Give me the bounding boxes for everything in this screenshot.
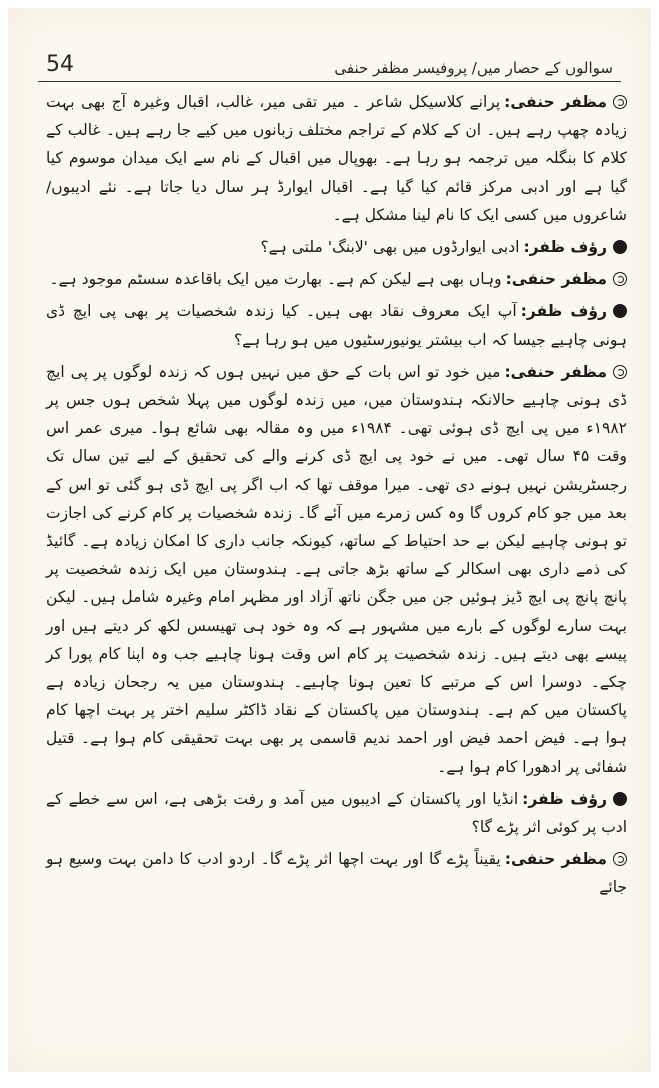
question-marker-icon [613,304,627,318]
header-divider [38,81,621,82]
answer-paragraph [46,845,627,901]
answer-marker-icon [613,365,627,379]
running-title: سوالوں کے حصار میں/ پروفیسر مظفر حنفی [334,59,613,77]
speaker-name: رؤف ظفر: [522,789,607,808]
question-marker-icon [613,240,627,254]
speaker-name: مظفر حنفی: [504,850,607,869]
paragraph-text: وہاں بھی ہے لیکن کم ہے۔ بھارت میں ایک باقاعدہ سسٹم موجود ہے۔ [49,270,502,289]
question-paragraph [46,233,627,261]
page-number: 54 [46,52,74,77]
book-page [8,8,651,1072]
speaker-name: مظفر حنفی: [504,362,607,381]
paragraph-text: یقیناً پڑے گا اور بہت اچھا اثر پڑے گا۔ اردو ادب کا دامن بہت وسیع ہو جائے [46,850,627,897]
answer-marker-icon [613,852,627,866]
paragraph-text: ادبی ایوارڈوں میں بھی 'لابنگ' ملتی ہے؟ [260,238,520,257]
paragraph-text: انڈیا اور پاکستان کے ادیبوں میں آمد و رفت بڑھی ہے، اس سے خطے کے ادب پر کوئی اثر پڑے گا؟ [46,789,627,837]
paragraph-text: آپ ایک معروف نقاد بھی ہیں۔ کیا زندہ شخصیات پر بھی پی ایچ ڈی ہونی چاہیے جیسا کہ اب بیشتر یونیورسٹیوں میں ہو رہا ہے؟ [46,302,627,349]
paragraph-text: پرانے کلاسیکل شاعر ۔ میر تقی میر، غالب، اقبال وغیرہ آج بھی بہت زیادہ چھپ رہے ہیں۔ ان کے کلام کے تراجم مختلف زبانوں میں کیے جا رہے ہیں۔ غالب کے کلام کا بنگلہ میں ترجمہ ہو رہا ہے۔ بھوپال میں اقبال کے نام سے ایک میدان موسوم کیا گیا ہے اور ادبی مرکز قائم کیا گیا ہے۔ اقبال ایوارڈ ہر سال دیا جاتا ہے۔ نئے ادیبوں/ شاعروں میں کسی ایک کا نام لینا مشکل ہے۔ [46,93,627,224]
page-header [46,42,613,76]
answer-paragraph [46,88,627,229]
speaker-name: رؤف ظفر: [520,302,607,321]
speaker-name: مظفر حنفی: [505,270,607,289]
answer-marker-icon [613,272,627,286]
answer-paragraph [46,358,627,781]
paragraph-text: میں خود تو اس بات کے حق میں نہیں ہوں کہ زندہ لوگوں پر پی ایچ ڈی ہونی چاہیے حالانکہ ہندوستان میں، میں زندہ لوگوں میں پہلا شخص ہوں جس پر ۱۹۸۲ء میں پی ایچ ڈی ہوئی تھی۔ ۱۹۸۴ء میں وہ مقالہ بھی شائع ہوا۔ میری عمر اس وقت ۴۵ سال تھی۔ میں نے خود پی ایچ ڈی کرنے والے کی تحقیق کے لیے تین سال تک رجسٹریشن نہیں ہونے دی تھی۔ میرا موقف تھا کہ اب اگر پی ایچ ڈی ہو گئی تو اس کے بعد میں جو کام کروں گا وہ کس زمرے میں آئے گا۔ زندہ شخصیات پر کام کرنے کی اجازت تو ہونی چاہیے لیکن بے حد احتیاط کے ساتھ، کیونکہ جانب داری کا امکان زیادہ ہے۔ گائیڈ کی ذمے داری بھی اسکالر کے ساتھ بڑھ جاتی ہے۔ ہندوستان میں ایک زندہ شخصیت پر پانچ پانچ پی ایچ ڈیز ہوئیں جن میں جگن ناتھ آزاد اور مظہر امام وغیرہ شامل ہیں۔ لیکن بہت سارے لوگوں کے بارے میں مشہور ہے کہ وہ خود ہی تھیسس لکھ کر دیتے ہیں اور پیسے بھی دیتے ہیں۔ زندہ شخصیت پر کام اس وقت ہونا چاہیے جب وہ اپنا کام پورا کر چکے۔ دوسرا اس کے مرتبے کا تعین ہونا چاہیے۔ ہندوستان میں یہ رجحان زیادہ ہے پاکستان میں کم ہے۔ ہندوستان میں پاکستان کے نقاد ڈاکٹر سلیم اختر پر بہت اچھا کام ہوا ہے۔ فیض احمد فیض اور احمد ندیم قاسمی پر بھی بہت تحقیقی کام ہوا ہے۔ قتیل شفائی پر ادھورا کام ہوا ہے۔ [46,362,627,776]
interview-text [46,88,627,1056]
speaker-name: رؤف ظفر: [523,238,607,257]
answer-paragraph [46,265,627,293]
question-paragraph [46,785,627,841]
answer-marker-icon [613,95,627,109]
question-marker-icon [613,792,627,806]
question-paragraph [46,297,627,353]
speaker-name: مظفر حنفی: [504,93,607,111]
